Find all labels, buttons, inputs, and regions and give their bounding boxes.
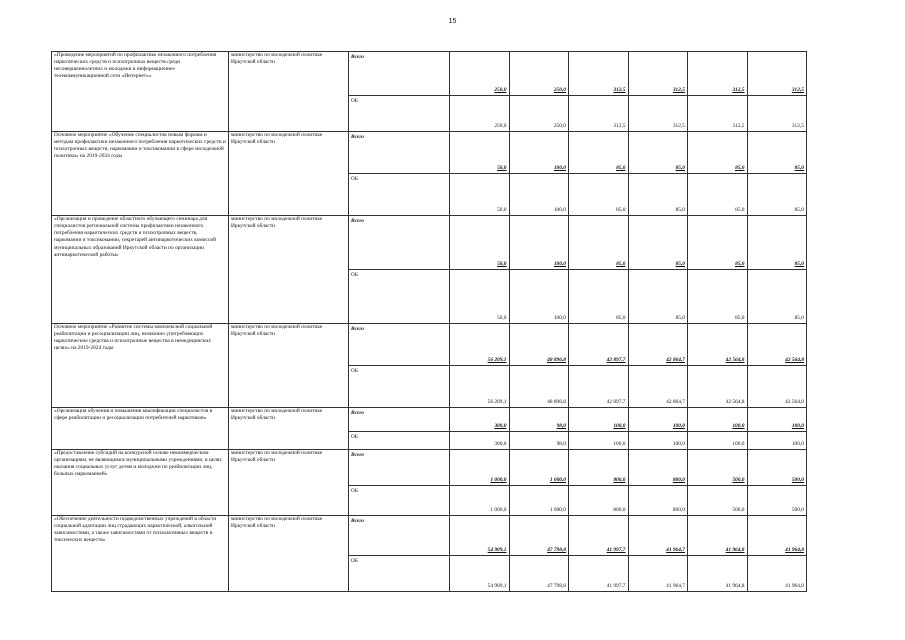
funding-total-label: Всего — [349, 408, 450, 432]
total-value-cell: 100,0 — [747, 408, 807, 432]
ob-value-cell: 50,0 — [450, 270, 510, 324]
activity-total-row — [52, 408, 807, 432]
total-value-cell: 250,0 — [509, 52, 569, 96]
funding-total-label: Всего — [349, 516, 450, 556]
activity-name: «Обеспечение деятельности подведомственных учреждений в области социальной адаптации лиц страдающих наркотической, алкогольной зависимостями, а также зависимостями от психоактивных веществ и токсических веществ» — [52, 516, 229, 592]
total-value-cell: 41 997,7 — [569, 516, 629, 556]
budget-table — [51, 51, 807, 592]
total-value-cell: 250,0 — [450, 52, 510, 96]
responsible-executor: министерство по молодежной политике Иркутской области — [229, 516, 349, 592]
total-value-cell: 41 964,8 — [747, 516, 807, 556]
funding-total-label: Всего — [349, 450, 450, 486]
total-value-cell: 41 964,8 — [688, 516, 748, 556]
total-value-cell: 48 896,8 — [509, 324, 569, 366]
ob-value-cell: 42 564,8 — [747, 366, 807, 408]
funding-total-label: Всего — [349, 216, 450, 270]
total-value-cell: 85,0 — [747, 216, 807, 270]
responsible-executor: министерство по молодежной политике Иркутской области — [229, 132, 349, 216]
ob-value-cell: 800,0 — [628, 486, 688, 516]
funding-ob-label: ОБ — [349, 174, 450, 216]
ob-value-cell: 41 964,8 — [688, 556, 748, 592]
total-value-cell: 800,0 — [569, 450, 629, 486]
activity-total-row — [52, 516, 807, 556]
total-value-cell: 85,0 — [628, 132, 688, 174]
activity-total-row — [52, 216, 807, 270]
ob-value-cell: 100,0 — [688, 432, 748, 450]
funding-ob-label: ОБ — [349, 556, 450, 592]
funding-ob-label: ОБ — [349, 486, 450, 516]
activity-total-row — [52, 450, 807, 486]
activity-name: «Проведение мероприятий по профилактике незаконного потребления наркотических средств и психотропных веществ среди несовершеннолетних и молодежи в информационно-телекоммуникационной сети «Интернет»» — [52, 52, 229, 132]
total-value-cell: 85,0 — [569, 132, 629, 174]
ob-value-cell: 41 997,7 — [569, 556, 629, 592]
ob-value-cell: 98,0 — [509, 432, 569, 450]
total-value-cell: 100,0 — [509, 216, 569, 270]
total-value-cell: 1 000,0 — [450, 450, 510, 486]
total-value-cell: 500,0 — [747, 450, 807, 486]
total-value-cell: 56 209,1 — [450, 324, 510, 366]
total-value-cell: 312,5 — [688, 52, 748, 96]
ob-value-cell: 50,0 — [450, 174, 510, 216]
activity-name: Основное мероприятие «Развитие системы комплексной социальной реабилитации и ресоциализации лиц, незаконно употребляющих наркотические средства и психотропные вещества в немедицинских целях» на 2019-2024 годы — [52, 324, 229, 408]
total-value-cell: 100,0 — [509, 132, 569, 174]
ob-value-cell: 56 209,1 — [450, 366, 510, 408]
total-value-cell: 50,0 — [450, 216, 510, 270]
total-value-cell: 85,0 — [688, 216, 748, 270]
responsible-executor: министерство по молодежной политике Иркутской области — [229, 450, 349, 516]
total-value-cell: 312,5 — [628, 52, 688, 96]
ob-value-cell: 312,5 — [688, 96, 748, 132]
total-value-cell: 42 564,8 — [747, 324, 807, 366]
budget-table-body — [52, 52, 807, 592]
ob-value-cell: 42 864,7 — [628, 366, 688, 408]
activity-total-row — [52, 324, 807, 366]
ob-value-cell: 85,0 — [628, 174, 688, 216]
funding-ob-label: ОБ — [349, 96, 450, 132]
ob-value-cell: 500,0 — [747, 486, 807, 516]
total-value-cell: 1 000,0 — [509, 450, 569, 486]
total-value-cell: 47 798,8 — [509, 516, 569, 556]
total-value-cell: 85,0 — [747, 132, 807, 174]
activity-name: Основное мероприятие «Обучение специалистов новым формам и методам профилактики незаконного потребления наркотических средств и психотропных веществ, наркомании и токсикомании в сфере молодежной политики» на 2019-2024 годы — [52, 132, 229, 216]
ob-value-cell: 47 798,8 — [509, 556, 569, 592]
ob-value-cell: 312,5 — [569, 96, 629, 132]
total-value-cell: 100,0 — [688, 408, 748, 432]
total-value-cell: 50,0 — [450, 132, 510, 174]
total-value-cell: 42 564,8 — [688, 324, 748, 366]
page-number: 15 — [448, 18, 457, 25]
total-value-cell: 300,0 — [450, 408, 510, 432]
total-value-cell: 100,0 — [569, 408, 629, 432]
ob-value-cell: 1 000,0 — [509, 486, 569, 516]
funding-total-label: Всего — [349, 132, 450, 174]
ob-value-cell: 250,0 — [509, 96, 569, 132]
ob-value-cell: 100,0 — [509, 270, 569, 324]
total-value-cell: 85,0 — [688, 132, 748, 174]
ob-value-cell: 100,0 — [747, 432, 807, 450]
ob-value-cell: 41 964,8 — [747, 556, 807, 592]
ob-value-cell: 85,0 — [569, 174, 629, 216]
ob-value-cell: 312,5 — [628, 96, 688, 132]
ob-value-cell: 100,0 — [628, 432, 688, 450]
ob-value-cell: 85,0 — [747, 270, 807, 324]
ob-value-cell: 42 564,8 — [688, 366, 748, 408]
total-value-cell: 85,0 — [628, 216, 688, 270]
ob-value-cell: 85,0 — [569, 270, 629, 324]
activity-total-row — [52, 52, 807, 96]
activity-name: «Предоставление субсидий на конкурсной основе некоммерческим организациям, не являющимся муниципальными учреждениями, в целях оказания социальных услуг детям и молодежи по реабилитации лиц, больных наркоманией» — [52, 450, 229, 516]
responsible-executor: министерство по молодежной политике Иркутской области — [229, 52, 349, 132]
ob-value-cell: 100,0 — [509, 174, 569, 216]
funding-total-label: Всего — [349, 324, 450, 366]
ob-value-cell: 800,0 — [569, 486, 629, 516]
ob-value-cell: 85,0 — [747, 174, 807, 216]
funding-ob-label: ОБ — [349, 366, 450, 408]
funding-total-label: Всего — [349, 52, 450, 96]
ob-value-cell: 500,0 — [688, 486, 748, 516]
activity-name: «Организация обучения и повышения квалификации специалистов в сфере реабилитации и ресоциализации потребителей наркотиков» — [52, 408, 229, 450]
funding-ob-label: ОБ — [349, 270, 450, 324]
ob-value-cell: 85,0 — [628, 270, 688, 324]
ob-value-cell: 85,0 — [688, 270, 748, 324]
responsible-executor: министерство по молодежной политике Иркутской области — [229, 324, 349, 408]
ob-value-cell: 100,0 — [569, 432, 629, 450]
ob-value-cell: 54 909,1 — [450, 556, 510, 592]
ob-value-cell: 85,0 — [688, 174, 748, 216]
total-value-cell: 42 864,7 — [628, 324, 688, 366]
total-value-cell: 500,0 — [688, 450, 748, 486]
total-value-cell: 312,5 — [747, 52, 807, 96]
total-value-cell: 100,0 — [628, 408, 688, 432]
funding-ob-label: ОБ — [349, 432, 450, 450]
total-value-cell: 42 897,7 — [569, 324, 629, 366]
total-value-cell: 54 909,1 — [450, 516, 510, 556]
activity-total-row — [52, 132, 807, 174]
total-value-cell: 98,0 — [509, 408, 569, 432]
activity-name: «Организация и проведение областного обучающего семинара для специалистов региональной системы профилактики незаконного потребления наркотических средств и психотропных веществ, наркомании и токсикомании, секретарей антинаркотических комиссий муниципальных образований Иркутской области по организации антинаркотической работы» — [52, 216, 229, 324]
ob-value-cell: 312,5 — [747, 96, 807, 132]
ob-value-cell: 48 896,8 — [509, 366, 569, 408]
ob-value-cell: 250,0 — [450, 96, 510, 132]
total-value-cell: 41 964,7 — [628, 516, 688, 556]
ob-value-cell: 42 897,7 — [569, 366, 629, 408]
ob-value-cell: 300,0 — [450, 432, 510, 450]
total-value-cell: 312,5 — [569, 52, 629, 96]
responsible-executor: министерство по молодежной политике Иркутской области — [229, 408, 349, 450]
ob-value-cell: 1 000,0 — [450, 486, 510, 516]
total-value-cell: 85,0 — [569, 216, 629, 270]
total-value-cell: 800,0 — [628, 450, 688, 486]
responsible-executor: министерство по молодежной политике Иркутской области — [229, 216, 349, 324]
ob-value-cell: 41 964,7 — [628, 556, 688, 592]
